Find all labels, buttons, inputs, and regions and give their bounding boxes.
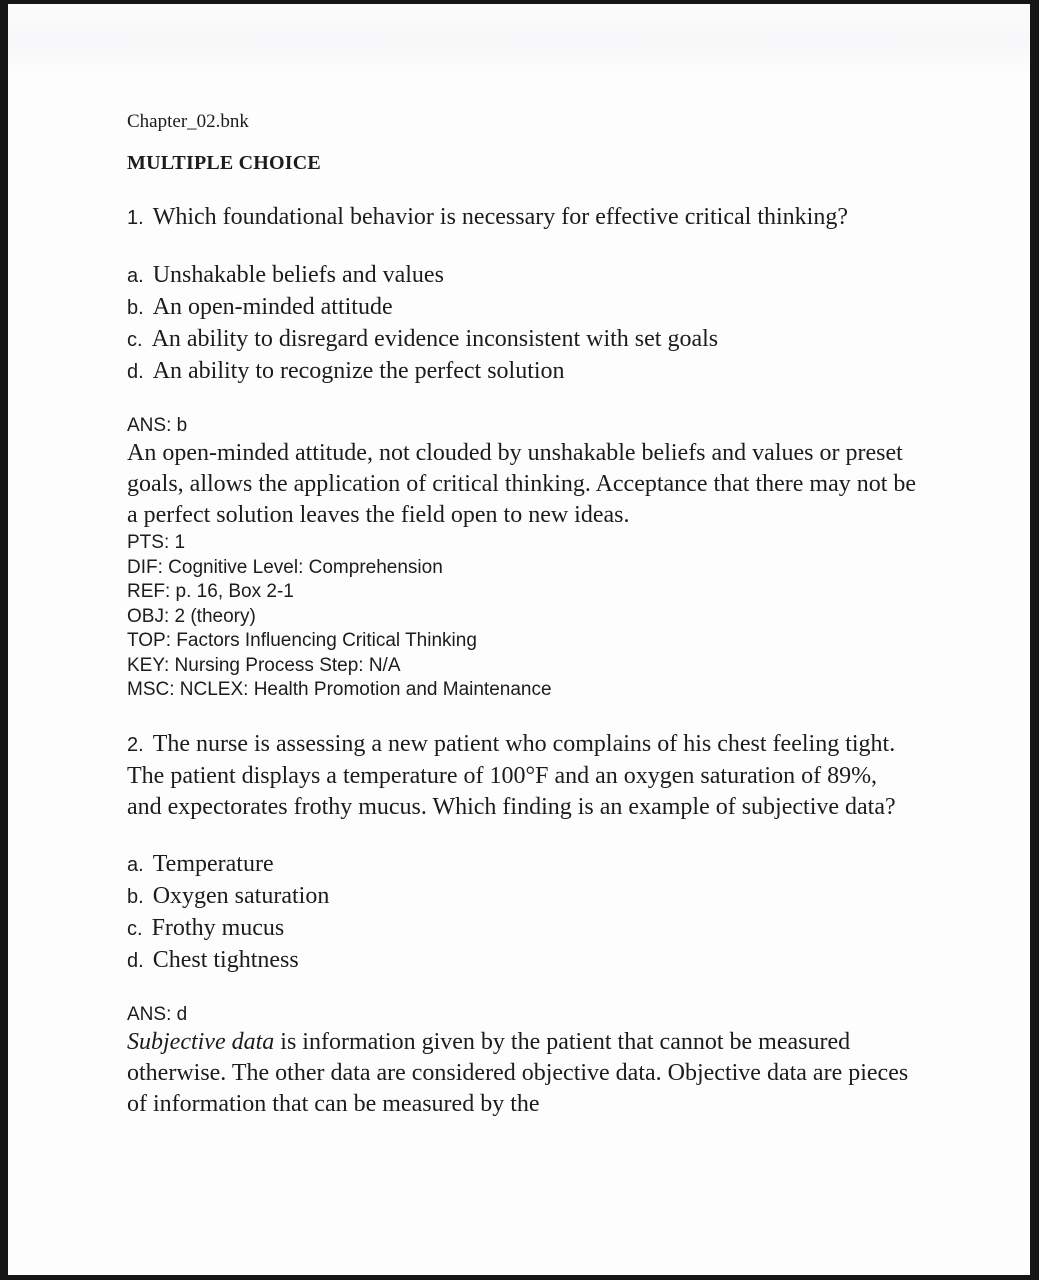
option-label: b. — [127, 885, 144, 908]
question-text — [127, 202, 917, 234]
question-number: 2. — [127, 733, 144, 756]
option-text: Unshakable beliefs and values — [152, 262, 444, 288]
option-c — [127, 913, 917, 945]
option-text: Frothy mucus — [151, 914, 285, 941]
question-stem: The nurse is assessing a new patient who complains of his chest feeling tight. The patient displays a temperature of 100°F and an oxygen saturation of 89%, and expectorates frothy mucus. Which finding is an example of subjective data? — [127, 730, 896, 820]
option-c — [127, 324, 917, 356]
rationale-italic-term: Subjective data — [127, 1028, 275, 1055]
option-a — [127, 849, 917, 881]
question-stem: Which foundational behavior is necessary for effective critical thinking? — [152, 204, 848, 230]
option-a — [127, 260, 917, 292]
option-text: An ability to disregard evidence inconsistent with set goals — [151, 326, 719, 352]
answer-value: b — [176, 415, 188, 436]
answer-label: ANS: — [127, 415, 172, 436]
option-label: a. — [127, 265, 144, 287]
option-label: d. — [127, 361, 144, 383]
option-text: An ability to recognize the perfect solution — [152, 358, 565, 384]
meta-dif: DIF: Cognitive Level: Comprehension — [127, 556, 443, 578]
option-b — [127, 292, 917, 324]
question-metadata — [127, 531, 917, 703]
meta-msc: MSC: NCLEX: Health Promotion and Maintenance — [127, 679, 552, 700]
document-page — [8, 4, 1030, 1275]
rationale-text: is information given by the patient that cannot be measured otherwise. The other data are considered objective data. Objective data are pieces of information that can be measured by the — [127, 1028, 909, 1117]
option-label: c. — [127, 917, 143, 940]
meta-key: KEY: Nursing Process Step: N/A — [127, 654, 401, 676]
answer-line — [127, 413, 917, 438]
document-content — [127, 4, 917, 1120]
option-text: Chest tightness — [152, 946, 299, 973]
document-filename: Chapter_02.bnk — [127, 111, 249, 132]
rationale: An open-minded attitude, not clouded by unshakable beliefs and values or preset goals, allows the application of critical thinking. Acceptance that there may not be a perfect solution leaves the field open to new ideas. — [127, 440, 917, 528]
meta-top: TOP: Factors Influencing Critical Thinking — [127, 630, 477, 651]
question-text — [127, 729, 917, 823]
answer-label: ANS: — [127, 1003, 172, 1025]
option-label: d. — [127, 949, 144, 972]
meta-ref: REF: p. 16, Box 2-1 — [127, 581, 294, 602]
option-label: a. — [127, 853, 144, 876]
question-number: 1. — [127, 207, 144, 229]
answer-value: d — [176, 1003, 188, 1025]
section-title: MULTIPLE CHOICE — [127, 152, 321, 174]
question-2 — [127, 729, 917, 1120]
meta-obj: OBJ: 2 (theory) — [127, 605, 256, 627]
rationale — [127, 1027, 917, 1120]
meta-pts: PTS: 1 — [127, 532, 186, 553]
option-b — [127, 881, 917, 913]
option-text: Temperature — [152, 850, 274, 877]
option-d — [127, 945, 917, 977]
option-d — [127, 356, 917, 388]
options-list — [127, 260, 917, 388]
question-1 — [127, 202, 917, 703]
option-label: c. — [127, 329, 143, 351]
option-text: Oxygen saturation — [152, 882, 330, 909]
option-text: An open-minded attitude — [152, 294, 393, 320]
options-list — [127, 849, 917, 977]
option-label: b. — [127, 297, 144, 319]
answer-line — [127, 1002, 917, 1027]
